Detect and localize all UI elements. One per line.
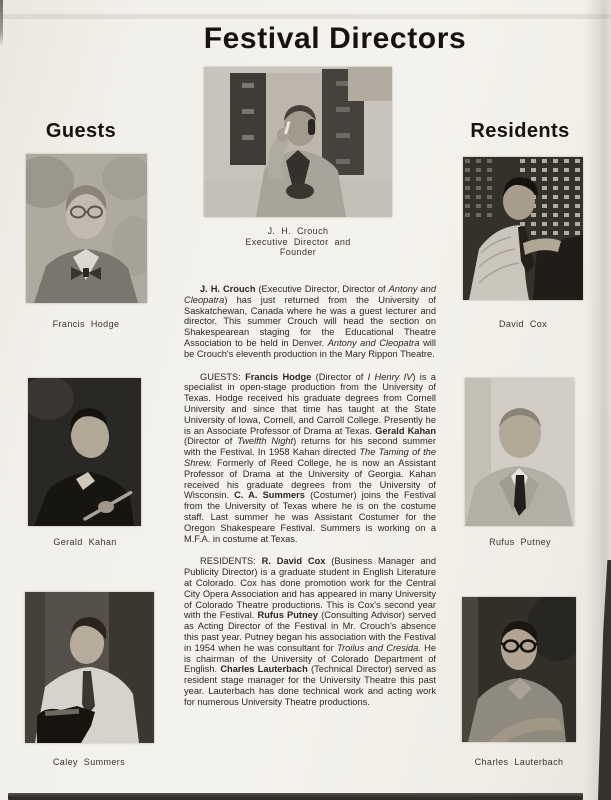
photo-caley-summers xyxy=(25,592,154,743)
scan-edge-top-left xyxy=(0,0,3,46)
page-title: Festival Directors xyxy=(203,22,467,55)
photo-rufus-putney xyxy=(465,378,574,526)
portrait-man-bowtie-icon xyxy=(26,154,147,303)
photo-charles-lauterbach xyxy=(462,597,576,742)
portrait-man-dark-background-icon xyxy=(28,378,141,526)
article-paragraph: J. H. Crouch (Executive Director, Director of Antony and Cleopatra) has just returned from the University of Saskatchewan, Canada where he was a guest lecturer and director. This summer Crouch will head the section on Shakespearean staging for the Educational Theatre Association to be held in Denver. Antony and Cleopatra will be Crouch's eleventh production in the Mary Rippon Theatre. xyxy=(184,284,436,359)
resident-caption-david-cox: David Cox xyxy=(498,319,548,329)
portrait-man-sewing-machine-icon xyxy=(25,592,154,743)
guests-heading: Guests xyxy=(45,120,117,142)
caption-line: Executive Director and xyxy=(245,236,351,247)
guest-caption-francis-hodge: Francis Hodge xyxy=(52,319,120,329)
portrait-man-glasses-icon xyxy=(462,597,576,742)
guest-caption-caley-summers: Caley Summers xyxy=(52,757,126,767)
guest-caption-gerald-kahan: Gerald Kahan xyxy=(53,537,117,547)
portrait-man-light-suit-icon xyxy=(465,378,574,526)
center-photo-caption xyxy=(204,226,392,258)
scan-edge-bottom xyxy=(8,793,583,800)
portrait-man-switchboard-icon xyxy=(463,157,583,300)
article-paragraph: RESIDENTS: R. David Cox (Business Manager and Publicity Director) is a graduate student in English Literature at Colorado. Cox has done promotion work for the Central City Opera Association and has appeared in many University of Colorado Theatre productions. This is Cox's second year with the Festival. Rufus Putney (Consulting Advisor) served as Acting Director of the Festival in Mr. Crouch's absence this past year. Putney began his association with the Festival in 1954 when he was consultant for Troilus and Cresida. He is chairman of the University of Colorado Department of English. Charles Lauterbach (Technical Director) served as resident stage manager for the University Theatre this past year. Lauterbach has done technical work and acting work for numerous University Theatre productions. xyxy=(184,556,436,707)
photo-david-cox xyxy=(463,157,583,300)
photo-jh-crouch xyxy=(204,67,392,217)
portrait-crouch-desk-scene-icon xyxy=(204,67,392,217)
caption-line: Founder xyxy=(279,247,317,257)
caption-line: J. H. Crouch xyxy=(267,226,329,236)
scan-artifact-band xyxy=(0,14,611,19)
article-body xyxy=(184,284,436,719)
photo-gerald-kahan xyxy=(28,378,141,526)
article-paragraph: GUESTS: Francis Hodge (Director of I Henry IV) is a specialist in open-stage production from the University of Texas. Hodge received his graduate degrees from Cornell University and since that time has taught at the State University of Iowa, Cornell, and Carroll College. Presently he is an Associate Professor of Drama at Texas. Gerald Kahan (Director of Twelfth Night) returns for his second summer with the Festival. In 1958 Kahan directed The Taming of the Shrew. Formerly of Reed College, he is now an Assistant Professor of Drama at the University of Georgia. Kahan received his graduate degrees from the University of Wisconsin. C. A. Summers (Costumer) joins the Festival from the University of Texas where he is on the costume staff. Last summer he was Assistant Costumer for the Oregon Shakespeare Festival. Summers is working on a M.F.A. in costume at Texas. xyxy=(184,371,437,544)
resident-caption-charles-lauterbach: Charles Lauterbach xyxy=(474,757,564,767)
photo-francis-hodge xyxy=(26,154,147,303)
resident-caption-rufus-putney: Rufus Putney xyxy=(489,537,551,547)
residents-heading: Residents xyxy=(470,120,570,142)
